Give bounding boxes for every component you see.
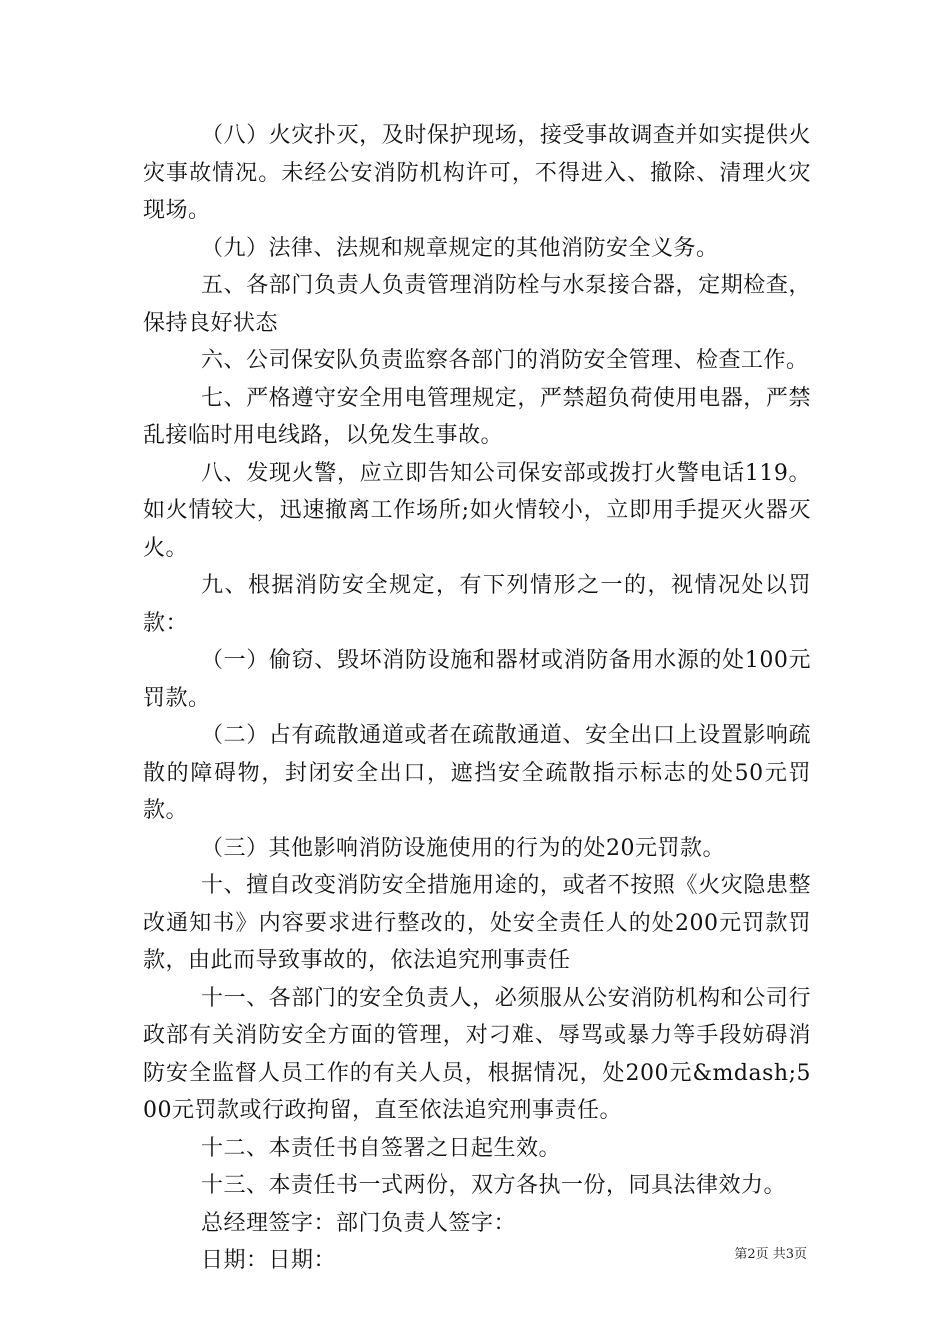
paragraph-section-11: 十一、各部门的安全负责人，必须服从公安消防机构和公司行政部有关消防安全方面的管理，对刁难、辱骂或暴力等手段妨碍消防安全监督人员工作的有关人员，根据情况，处200元&mdash;500元罚款或行政拘留，直至依法追究刑事责任。: [143, 985, 811, 1123]
page-number: 第2页 共3页: [734, 1247, 807, 1262]
paragraph-fire-extinguished: （八）火灾扑灭，及时保护现场，接受事故调查并如实提供火灾事故情况。未经公安消防机构许可，不得进入、撤除、清理火灾现场。: [143, 123, 811, 223]
paragraph-fine-item-3: （三）其他影响消防设施使用的行为的处20元罚款。: [201, 835, 725, 861]
paragraph-section-6: 六、公司保安队负责监察各部门的消防安全管理、检查工作。: [201, 348, 809, 373]
paragraph-section-12: 十二、本责任书自签署之日起生效。: [201, 1135, 562, 1161]
paragraph-section-10: 十、擅自改变消防安全措施用途的，或者不按照《火灾隐患整改通知书》内容要求进行整改的，处安全责任人的处200元罚款罚款，由此而导致事故的，依法追究刑事责任: [143, 873, 811, 973]
paragraph-fine-item-1: （一）偷窃、毁坏消防设施和器材或消防备用水源的处100元罚款。: [143, 648, 811, 711]
signature-line: 总经理签字：部门负责人签字：: [201, 1210, 517, 1236]
paragraph-section-5: 五、各部门负责人负责管理消防栓与水泵接合器，定期检查，保持良好状态: [143, 273, 811, 336]
paragraph-section-13: 十三、本责任书一式两份，双方各执一份，同具法律效力。: [201, 1173, 787, 1198]
paragraph-other-obligations: （九）法律、法规和规章规定的其他消防安全义务。: [201, 235, 719, 261]
paragraph-section-7: 七、严格遵守安全用电管理规定，严禁超负荷使用电器，严禁乱接临时用电线路，以免发生事故。: [143, 385, 811, 448]
paragraph-section-8: 八、发现火警，应立即告知公司保安部或拨打火警电话119。如火情较大，迅速撤离工作场所;如火情较小，立即用手提灭火器灭火。: [143, 460, 811, 561]
paragraph-section-9: 九、根据消防安全规定，有下列情形之一的，视情况处以罚款：: [143, 573, 811, 636]
date-line: 日期：日期：: [201, 1248, 337, 1273]
paragraph-fine-item-2: （二）占有疏散通道或者在疏散通道、安全出口上设置影响疏散的障碍物，封闭安全出口，遮挡安全疏散指示标志的处50元罚款。: [143, 723, 811, 823]
document-body: [143, 117, 811, 1280]
